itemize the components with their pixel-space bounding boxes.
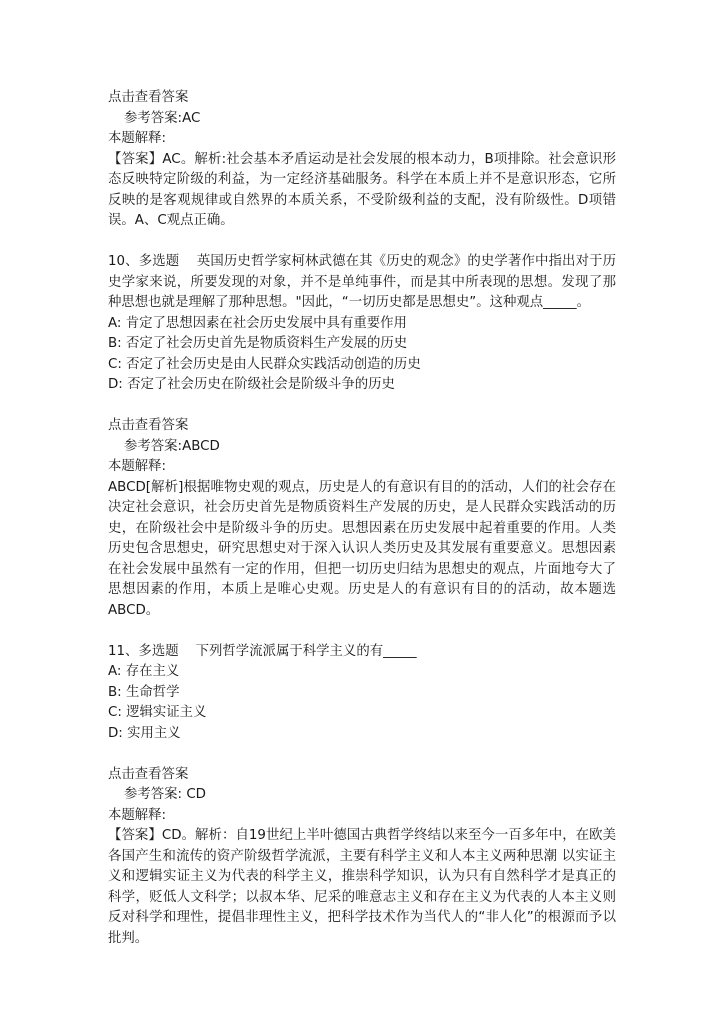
question-stem: 英国历史哲学家柯林武德在其《历史的观念》的史学著作中指出对于历史学家来说，所要发现的对象，并不是单纯事件，而是其中所表现的思想。发现了那种思想也就是理解了那种思想。"因此，“一切历史都是思想史”。这种观点_____。 (108, 254, 617, 310)
explanation-text: ABCD[解析]根据唯物史观的观点，历史是人的有意识有目的的活动，人们的社会存在决定社会意识，社会历史首先是物质资料生产发展的历史，是人民群众实践活动的历史，在阶级社会中是阶级斗争的历史。思想因素在历史发展中起着重要的作用。人类历史包含思想史，研究思想史对于深入认识人类历史及其发展有重要意义。思想因素在社会发展中虽然有一定的作用，但把一切历史归结为思想史的观点，片面地夸大了思想因素的作用，本质上是唯心史观。历史是人的有意识有目的的活动，故本题选ABCD。 (108, 479, 616, 618)
document-content (108, 88, 616, 949)
question-number-type: 11、多选题 (108, 643, 179, 659)
view-answer-link[interactable]: 点击查看答案 (108, 90, 189, 105)
explanation-label: 本题解释: (108, 807, 167, 823)
option-b[interactable]: B: 否定了社会历史首先是物质资料生产发展的历史 (108, 336, 408, 351)
question-number-type: 10、多选题 (108, 254, 180, 269)
reference-answer: 参考答案: CD (124, 787, 206, 802)
option-b[interactable]: B: 生命哲学 (108, 684, 180, 700)
explanation-label: 本题解释: (108, 131, 167, 146)
option-c[interactable]: C: 逻辑实证主义 (108, 705, 207, 720)
explanation-text: 【答案】CD。解析：自19世纪上半叶德国古典哲学终结以来至今一百多年中，在欧美各国产生和流传的资产阶级哲学流派，主要有科学主义和人本主义两种思潮 以实证主义和逻辑实证主义为代表的科学主义，推崇科学知识，认为只有自然科学才是真正的科学，贬低人文科学；以叔本华、尼采的唯意志主义和存在主义为代表的人本主义则反对科学和理性，提倡非理性主义，把科学技术作为当代人的“非人化”的根源而予以批判。 (108, 828, 616, 946)
option-c[interactable]: C: 否定了社会历史是由人民群众实践活动创造的历史 (108, 356, 421, 372)
option-d[interactable]: D: 否定了社会历史在阶级社会是阶级斗争的历史 (108, 377, 395, 392)
view-answer-link[interactable]: 点击查看答案 (108, 766, 189, 782)
option-a[interactable]: A: 肯定了思想因素在社会历史发展中具有重要作用 (108, 315, 407, 331)
question-11 (108, 642, 616, 663)
view-answer-link[interactable]: 点击查看答案 (108, 418, 189, 433)
explanation-label: 本题解释: (108, 459, 167, 474)
option-d[interactable]: D: 实用主义 (108, 725, 181, 741)
option-a[interactable]: A: 存在主义 (108, 664, 180, 679)
reference-answer: 参考答案:AC (124, 110, 201, 126)
reference-answer: 参考答案:ABCD (124, 438, 220, 454)
question-10 (108, 252, 616, 314)
question-stem: 下列哲学流派属于科学主义的有_____ (195, 643, 417, 659)
explanation-text: 【答案】AC。解析:社会基本矛盾运动是社会发展的根本动力，B项排除。社会意识形态反映特定阶级的利益，为一定经济基础服务。科学在本质上并不是意识形态，它所反映的是客观规律或自然界的本质关系，不受阶级利益的支配，没有阶级性。D项错误。A、C观点正确。 (108, 151, 616, 228)
